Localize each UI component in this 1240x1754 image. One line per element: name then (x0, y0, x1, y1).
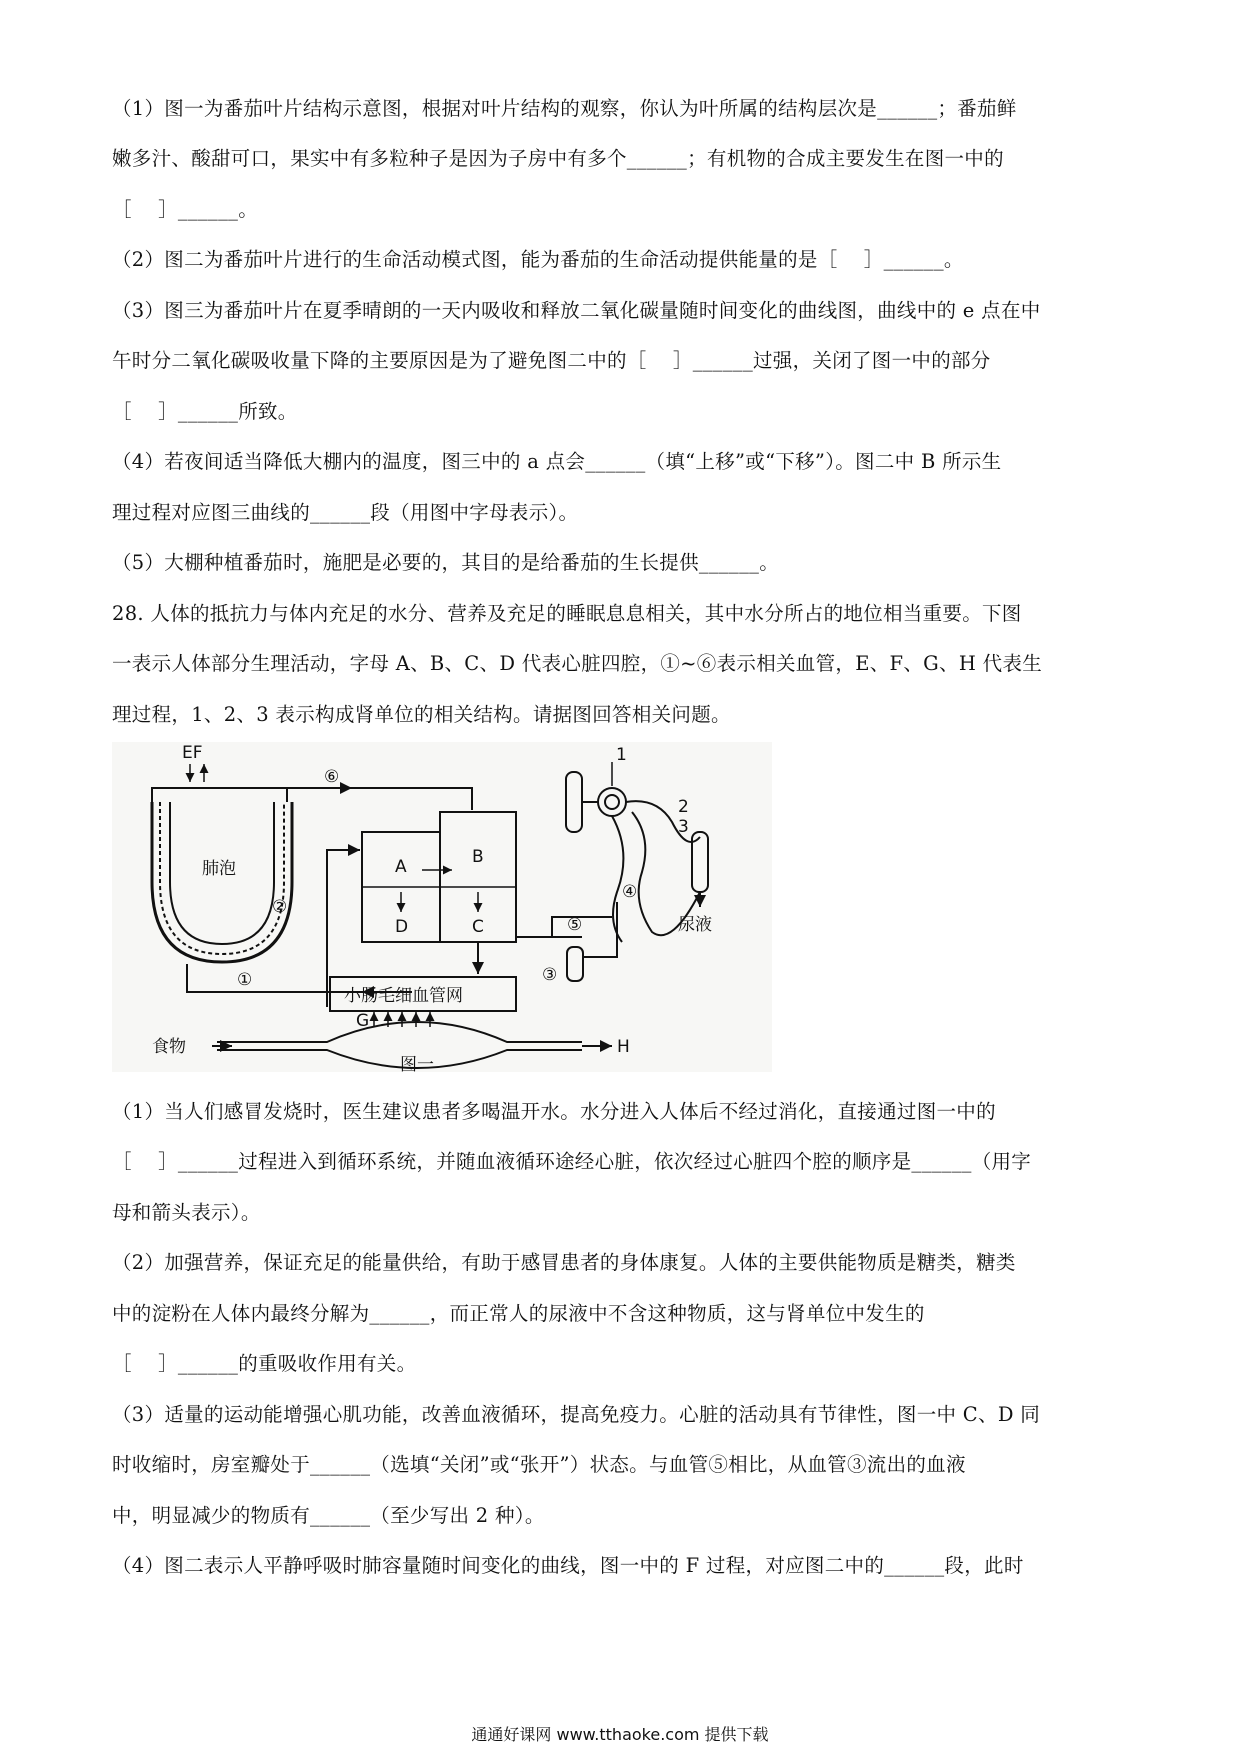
label-alveolus: 肺泡 (202, 859, 236, 879)
label-urine: 尿液 (678, 915, 712, 935)
label-n2: 2 (678, 797, 689, 817)
label-g: G (356, 1011, 370, 1031)
q27-p2-line1: （2）图二为番茄叶片进行的生命活动模式图，能为番茄的生命活动提供能量的是［ ］______。 (112, 248, 964, 271)
q28-p2-line1: （2）加强营养，保证充足的能量供给，有助于感冒患者的身体康复。人体的主要供能物质是糖类，糖类 (112, 1251, 1016, 1274)
label-capillary: 小肠毛细血管网 (344, 986, 463, 1006)
figure-one (112, 742, 772, 1076)
q28-intro-line1: 28. 人体的抵抗力与体内充足的水分、营养及充足的睡眠息息相关，其中水分所占的地位相当重要。下图 (112, 602, 1022, 625)
q28-p3-line1: （3）适量的运动能增强心肌功能，改善血液循环，提高免疫力。心脏的活动具有节律性，图一中 C、D 同 (112, 1403, 1041, 1426)
q27-p1-line2: 嫩多汁、酸甜可口，果实中有多粒种子是因为子房中有多个______；有机物的合成主要发生在图一中的 (112, 147, 1004, 170)
label-vessel-6: ⑥ (324, 767, 340, 787)
q27-p3-line2: 午时分二氧化碳吸收量下降的主要原因是为了避免图二中的［ ］______过强，关闭了图一中的部分 (112, 349, 991, 372)
q27-p3-line1: （3）图三为番茄叶片在夏季晴朗的一天内吸收和释放二氧化碳量随时间变化的曲线图，曲线中的 e 点在中 (112, 299, 1041, 322)
q28-p1-line2: ［ ］______过程进入到循环系统，并随血液循环途经心脏，依次经过心脏四个腔的顺序是______（用字 (112, 1150, 1032, 1173)
q27-p5-line1: （5）大棚种植番茄时，施肥是必要的，其目的是给番茄的生长提供______。 (112, 551, 780, 574)
q28-p1-line3: 母和箭头表示）。 (112, 1201, 261, 1224)
q27-p4-line2: 理过程对应图三曲线的______段（用图中字母表示）。 (112, 501, 579, 524)
q28-p3-line2: 时收缩时，房室瓣处于______（选填“关闭”或“张开”）状态。与血管⑤相比，从血管③流出的血液 (112, 1453, 966, 1476)
label-vessel-2: ② (272, 897, 288, 917)
page-footer: 通通好课网 www.tthaoke.com 提供下载 (471, 1725, 769, 1744)
label-h: H (617, 1037, 630, 1057)
q27-p1-line1: （1）图一为番茄叶片结构示意图，根据对叶片结构的观察，你认为叶所属的结构层次是______；番茄鲜 (112, 97, 1017, 120)
label-vessel-4: ④ (622, 882, 638, 902)
q27-p3-line3: ［ ］______所致。 (112, 400, 298, 423)
label-vessel-3: ③ (542, 965, 558, 985)
label-a: A (395, 857, 407, 877)
q27-p4-line1: （4）若夜间适当降低大棚内的温度，图三中的 a 点会______（填“上移”或“下移”）。图二中 B 所示生 (112, 450, 1002, 473)
label-b: B (472, 847, 484, 867)
figure-caption: 图一 (400, 1055, 434, 1072)
q28-intro-line3: 理过程，1、2、3 表示构成肾单位的相关结构。请据图回答相关问题。 (112, 703, 731, 726)
label-vessel-5: ⑤ (567, 915, 583, 935)
q28-p2-line3: ［ ］______的重吸收作用有关。 (112, 1352, 417, 1375)
label-n3: 3 (678, 817, 689, 837)
q28-intro-line2: 一表示人体部分生理活动，字母 A、B、C、D 代表心脏四腔，①~⑥表示相关血管，E、F、G、H 代表生 (112, 652, 1043, 675)
q28-p2-line2: 中的淀粉在人体内最终分解为______，而正常人的尿液中不含这种物质，这与肾单位中发生的 (112, 1302, 925, 1325)
label-ef: EF (182, 743, 203, 763)
q27-p1-line3: ［ ］______。 (112, 198, 258, 221)
label-d: D (395, 917, 409, 937)
q28-p1-line1: （1）当人们感冒发烧时，医生建议患者多喝温开水。水分进入人体后不经过消化，直接通过图一中的 (112, 1100, 996, 1123)
label-n1: 1 (616, 745, 627, 765)
label-vessel-1: ① (237, 970, 253, 990)
label-c: C (472, 917, 484, 937)
label-food: 食物 (152, 1037, 186, 1057)
q28-p4-line1: （4）图二表示人平静呼吸时肺容量随时间变化的曲线，图一中的 F 过程，对应图二中的______段，此时 (112, 1554, 1024, 1577)
q28-p3-line3: 中，明显减少的物质有______（至少写出 2 种）。 (112, 1504, 545, 1527)
